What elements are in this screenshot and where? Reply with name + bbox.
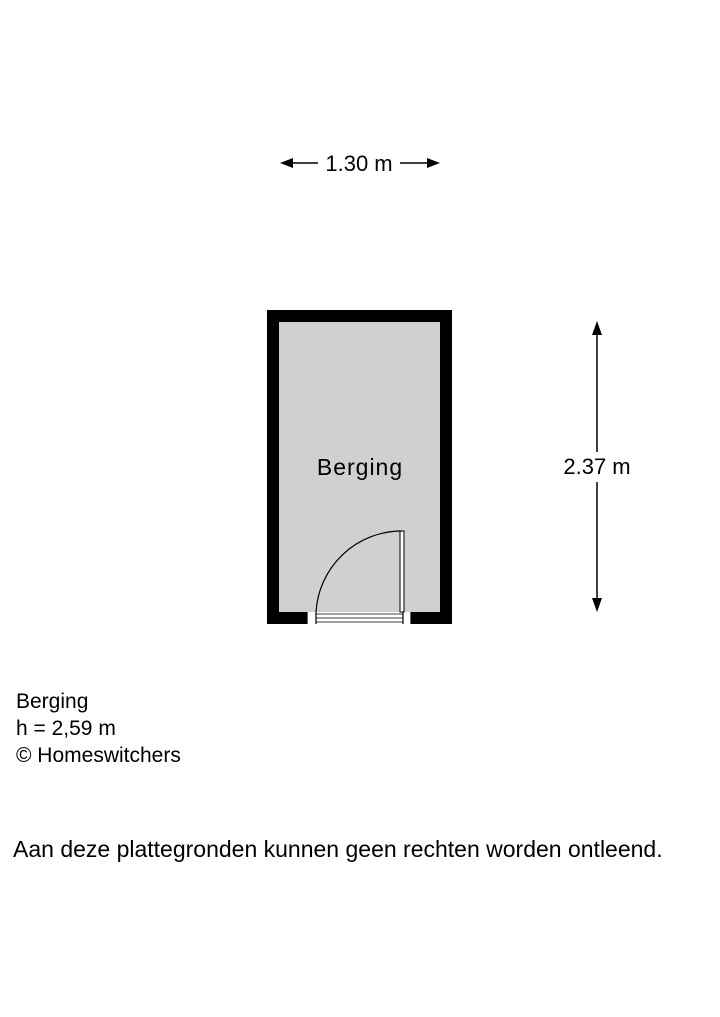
height-arrow-bottom-head [592, 598, 602, 612]
caption-block [16, 688, 181, 769]
room-berging [267, 310, 452, 624]
width-dimension [280, 151, 440, 176]
width-arrow-right-head [427, 158, 440, 168]
caption-copyright: © Homeswitchers [16, 744, 181, 767]
width-label: 1.30 m [325, 151, 393, 176]
disclaimer-text: Aan deze plattegronden kunnen geen rechten worden ontleend. [13, 836, 663, 862]
room-label: Berging [316, 454, 404, 480]
door-leaf [400, 531, 404, 612]
caption-ceiling-height: h = 2,59 m [16, 717, 116, 740]
width-arrow-left-head [280, 158, 293, 168]
height-label: 2.37 m [563, 454, 631, 479]
caption-room-name: Berging [16, 690, 89, 713]
height-arrow-top-head [592, 321, 602, 335]
height-dimension [563, 321, 630, 612]
